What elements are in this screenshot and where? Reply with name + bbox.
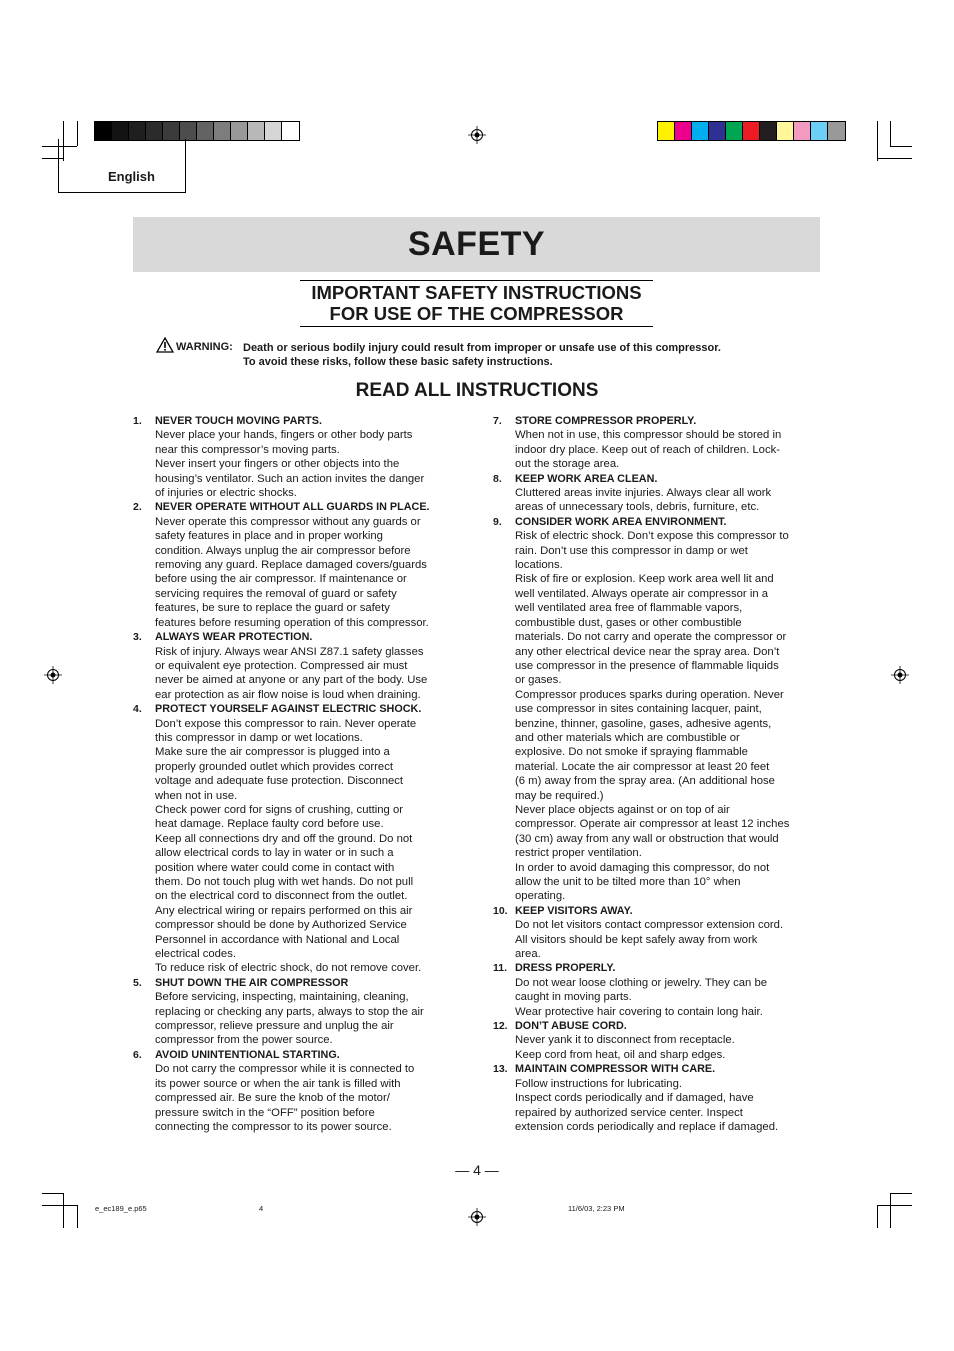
color-swatch	[794, 122, 811, 140]
registration-mark-icon	[44, 666, 62, 684]
crop-mark	[77, 1205, 78, 1228]
item-number: 10.	[493, 904, 508, 917]
item-number: 11.	[493, 962, 508, 975]
color-swatch	[777, 122, 794, 140]
read-all-heading: READ ALL INSTRUCTIONS	[355, 380, 599, 401]
registration-mark-icon	[468, 126, 486, 144]
item-title: NEVER TOUCH MOVING PARTS.	[155, 415, 322, 427]
crop-mark	[890, 146, 912, 147]
item-number: 12.	[493, 1020, 508, 1033]
color-swatch	[658, 122, 675, 140]
item-title: DON’T ABUSE CORD.	[515, 1020, 627, 1033]
item-number: 8.	[493, 472, 502, 485]
color-swatch	[811, 122, 828, 140]
footer-timestamp: 11/6/03, 2:23 PM	[568, 1204, 625, 1213]
item-body: Never yank it to disconnect from receptacle. Keep cord from heat, oil and sharp edges.	[515, 1034, 735, 1061]
warning-triangle-icon	[156, 337, 174, 353]
crop-mark	[42, 1205, 77, 1206]
color-swatch	[112, 122, 129, 140]
color-swatch	[180, 122, 197, 140]
item-body: When not in use, this compressor should be stored in indoor dry place. Keep out of reach of children. Lock- out the storage area.	[515, 429, 782, 471]
item-title: DRESS PROPERLY.	[515, 962, 616, 975]
item-title: MAINTAIN COMPRESSOR WITH CARE.	[515, 1063, 716, 1076]
color-swatch	[692, 122, 709, 140]
footer-page: 4	[259, 1204, 264, 1213]
item-number: 1.	[133, 415, 142, 427]
color-swatch	[760, 122, 777, 140]
section-subheading	[300, 280, 653, 327]
page-title: SAFETY	[407, 225, 546, 263]
item-body: Risk of electric shock. Don’t expose this compressor to rain. Don’t use this compressor in damp or wet locations. Risk of fire or explosion. Keep work area well lit and well ventilated. Always operate air compressor in a well ventilated area free of flammable vapors, combustible dust, gases or other combustible materials. Do not carry and operate the compressor or any other electrical device near the spray area. Don’t use compressor in the presence of flammable liquids or gases. Compressor produces sparks during operation. Never use compressor in sites containing lacquer, paint, benzine, thinner, gasoline, gases, adhesive agents, and other materials which are combustible or explosive. Do not smoke if spraying flammable material. Locate the air compressor at least 20 feet (6 m) away from the spray area. (An additional hose may be required.) Never place objects against or on top of air compressor. Operate air compressor at least 12 inches (30 cm) away from any wall or obstruction that would restrict proper ventilation. In order to avoid damaging this compressor, do not allow the unit to be tilted more than 10° when operating.	[515, 530, 790, 903]
crop-mark	[890, 121, 891, 146]
safety-item	[133, 1048, 463, 1134]
item-body: Risk of injury. Always wear ANSI Z87.1 safety glasses or equivalent eye protection. Compressed air must never be aimed at anyone or any part of the body. Use ear protection as air flow noise is loud when draining.	[155, 645, 428, 701]
item-title: SHUT DOWN THE AIR COMPRESSOR	[155, 976, 349, 989]
warning-text	[243, 341, 721, 369]
item-number: 6.	[133, 1048, 142, 1061]
item-body: Before servicing, inspecting, maintaining, cleaning, replacing or checking any parts, always to stop the air compressor, relieve pressure and unplug the air compressor from the power source.	[155, 991, 424, 1047]
item-title: AVOID UNINTENTIONAL STARTING.	[155, 1048, 340, 1061]
crop-mark	[63, 1193, 64, 1228]
warning-line-1: Death or serious bodily injury could result from improper or unsafe use of this compressor.	[243, 342, 721, 354]
item-number: 13.	[493, 1063, 508, 1076]
item-body: Follow instructions for lubricating. Inspect cords periodically and if damaged, have repaired by authorized service center. Inspect extension cords periodically and replace if damaged.	[515, 1077, 779, 1133]
item-body: Never operate this compressor without any guards or safety features in place and in proper working condition. Always unplug the air compressor before removing any guard. Replace damaged covers/guards before using the air compressor. If maintenance or servicing requires the removal of guard or safety features, be sure to replace the guard or safety features before resuming operation of this compressor.	[155, 515, 429, 629]
item-title: STORE COMPRESSOR PROPERLY.	[515, 415, 697, 427]
language-label: English	[108, 169, 155, 184]
color-swatch	[197, 122, 214, 140]
safety-item	[493, 904, 823, 962]
color-swatch	[129, 122, 146, 140]
item-title: PROTECT YOURSELF AGAINST ELECTRIC SHOCK.	[155, 703, 422, 716]
color-swatch	[248, 122, 265, 140]
safety-item	[133, 976, 463, 1048]
item-number: 9.	[493, 515, 502, 528]
crop-mark	[877, 1205, 878, 1228]
crop-mark	[890, 1193, 891, 1228]
item-number: 3.	[133, 631, 142, 644]
warning-line-2: To avoid these risks, follow these basic safety instructions.	[243, 356, 553, 368]
crop-mark	[890, 1193, 912, 1194]
color-swatch	[146, 122, 163, 140]
subheading-line-2: FOR USE OF THE COMPRESSOR	[329, 303, 624, 324]
left-column	[133, 414, 463, 1134]
registration-mark-icon	[468, 1208, 486, 1226]
item-number: 7.	[493, 415, 502, 427]
title-banner	[133, 217, 820, 272]
item-body: Don’t expose this compressor to rain. Never operate this compressor in damp or wet locations. Make sure the air compressor is plugged into a properly grounded outlet which provides correct voltage and adequate fuse protection. Disconnect when not in use. Check power cord for signs of crushing, cutting or heat damage. Replace faulty cord before use. Keep all connections dry and off the ground. Do not allow electrical cords to lay in water or in such a position where water could come in contact with them. Do not touch plug with wet hands. Do not pull on the electrical cord to disconnect from the outlet. Any electrical wiring or repairs performed on this air compressor should be done by Authorized Service Personnel in accordance with National and Local electrical codes. To reduce risk of electric shock, do not remove cover.	[155, 717, 422, 975]
grayscale-bar	[94, 121, 300, 141]
safety-item	[493, 961, 823, 1019]
color-swatch	[709, 122, 726, 140]
item-body: Do not let visitors contact compressor extension cord. All visitors should be kept safely away from work area.	[515, 919, 784, 961]
item-title: KEEP VISITORS AWAY.	[515, 904, 633, 917]
safety-item	[493, 1062, 823, 1134]
color-swatch	[95, 122, 112, 140]
registration-mark-icon	[891, 666, 909, 684]
item-number: 2.	[133, 501, 142, 514]
footer-file: e_ec189_e.p65	[95, 1204, 147, 1213]
item-number: 5.	[133, 976, 142, 989]
safety-item	[493, 1019, 823, 1062]
color-swatch	[828, 122, 845, 140]
color-bar	[657, 121, 846, 141]
crop-mark	[877, 121, 878, 161]
color-swatch	[743, 122, 760, 140]
color-swatch	[214, 122, 231, 140]
color-swatch	[231, 122, 248, 140]
crop-mark	[42, 1193, 64, 1194]
language-tab	[58, 139, 186, 193]
subheading-line-1: IMPORTANT SAFETY INSTRUCTIONS	[311, 282, 642, 303]
color-swatch	[675, 122, 692, 140]
safety-item	[133, 630, 463, 702]
item-title: ALWAYS WEAR PROTECTION.	[155, 631, 313, 644]
item-body: Do not wear loose clothing or jewelry. They can be caught in moving parts. Wear protective hair covering to contain long hair.	[515, 976, 768, 1018]
page-number: — 4 —	[455, 1162, 499, 1178]
safety-item	[493, 472, 823, 515]
item-number: 4.	[133, 703, 142, 716]
right-column	[493, 414, 823, 1134]
item-body: Do not carry the compressor while it is connected to its power source or when the air tank is filled with compressed air. Be sure the knob of the motor/ pressure switch in the “OFF” position before connecting the compressor to its power source.	[155, 1063, 415, 1133]
item-title: KEEP WORK AREA CLEAN.	[515, 472, 658, 485]
color-swatch	[726, 122, 743, 140]
color-swatch	[163, 122, 180, 140]
color-swatch	[265, 122, 282, 140]
safety-item	[133, 414, 463, 500]
item-title: NEVER OPERATE WITHOUT ALL GUARDS IN PLACE.	[155, 501, 430, 514]
crop-mark	[877, 1205, 912, 1206]
crop-mark	[877, 158, 912, 159]
warning-label: WARNING:	[176, 341, 233, 353]
safety-item	[133, 702, 463, 976]
item-body: Never place your hands, fingers or other body parts near this compressor’s moving parts. Never insert your fingers or other objects into the housing’s ventilator. Such an action invites the danger of injuries or electric shocks.	[155, 429, 425, 500]
safety-item	[493, 414, 823, 472]
safety-item	[493, 515, 823, 904]
safety-item	[133, 500, 463, 630]
item-title: CONSIDER WORK AREA ENVIRONMENT.	[515, 515, 727, 528]
item-body: Cluttered areas invite injuries. Always clear all work areas of unnecessary tools, debris, furniture, etc.	[515, 487, 772, 514]
color-swatch	[282, 122, 299, 140]
